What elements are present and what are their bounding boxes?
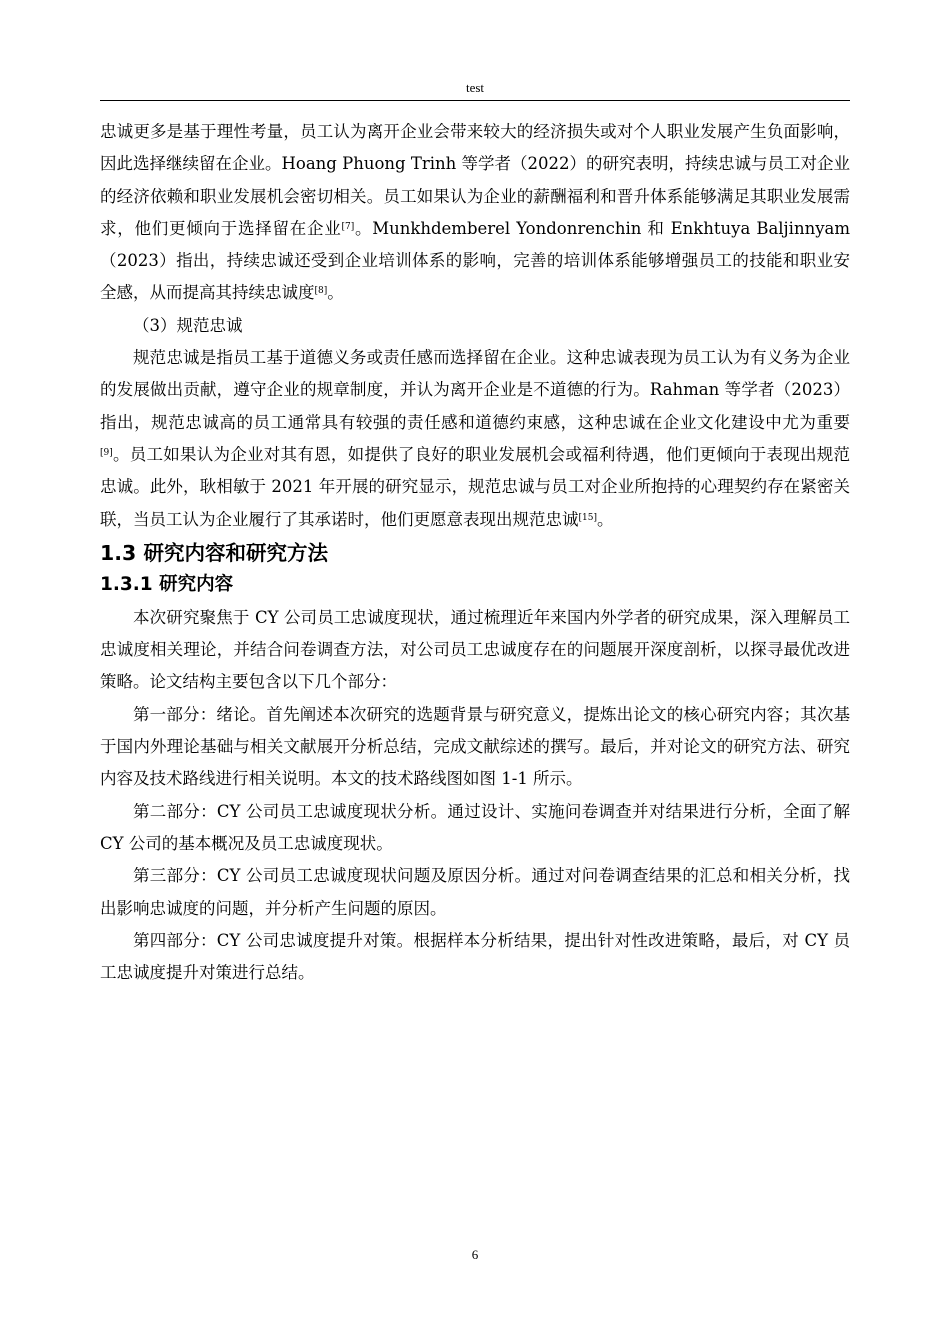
paragraph-part-four: 第四部分：CY 公司忠诚度提升对策。根据样本分析结果，提出针对性改进策略，最后，对 CY 员工忠诚度提升对策进行总结。 <box>100 930 850 983</box>
paragraph-text: 。 <box>327 283 344 303</box>
paragraph-text: 。Munkhdemberel Yondonrenchin 和 Enkhtuya Baljinnyam（2023）指出，持续忠诚还受到企业培训体系的影响，完善的培训体系能够增强员工的技能和职业安全感，从而提高其持续忠诚度 <box>100 218 851 303</box>
paragraph-part-two: 第二部分：CY 公司员工忠诚度现状分析。通过设计、实施问卷调查并对结果进行分析，全面了解 CY 公司的基本概况及员工忠诚度现状。 <box>100 801 850 853</box>
paragraph-research-content: 本次研究聚焦于 CY 公司员工忠诚度现状，通过梳理近年来国内外学者的研究成果，深入理解员工忠诚度相关理论，并结合问卷调查方法，对公司员工忠诚度存在的问题展开深度剖析，以探寻最优改进策略。论文结构主要包含以下几个部分： <box>100 607 850 692</box>
citation-ref: [15] <box>578 512 597 523</box>
paragraph-part-one: 第一部分：绪论。首先阐述本次研究的选题背景与研究意义，提炼出论文的核心研究内容；其次基于国内外理论基础与相关文献展开分析总结，完成文献综述的撰写。最后，并对论文的研究方法、研究内容及技术路线进行相关说明。本文的技术路线图如图 1-1 所示。 <box>100 704 850 789</box>
paragraph-text: 规范忠诚是指员工基于道德义务或责任感而选择留在企业。这种忠诚表现为员工认为有义务为企业的发展做出贡献，遵守企业的规章制度，并认为离开企业是不道德的行为。Rahman 等学者（2023）指出，规范忠诚高的员工通常具有较强的责任感和道德约束感，这种忠诚在企业文化建设中尤为重要 <box>100 348 850 432</box>
subsection-heading: 1.3.1 研究内容 <box>100 573 234 595</box>
paragraph-text: 。员工如果认为企业对其有恩，如提供了良好的职业发展机会或福利待遇，他们更倾向于表现出规范忠诚。此外，耿相敏于 2021 年开展的研究显示，规范忠诚与员工对企业所抱持的心理契约存在紧密关联，当员工认为企业履行了其承诺时，他们更愿意表现出规范忠诚 <box>100 444 850 529</box>
paragraph-text: 忠诚更多是基于理性考量，员工认为离开企业会带来较大的经济损失或对个人职业发展产生负面影响，因此选择继续留在企业。Hoang Phuong Trinh 等学者（2022）的研究表明，持续忠诚与员工对企业的经济依赖和职业发展机会密切相关。员工如果认为企业的薪酬福利和晋升体系能够满足其职业发展需求，他们更倾向于选择留在企业 <box>100 122 850 238</box>
page-body <box>100 116 850 989</box>
page-number: 6 <box>471 1247 479 1262</box>
paragraph-text: 。 <box>596 509 614 529</box>
paragraph-continuous-loyalty <box>100 116 850 310</box>
page-header: test <box>465 80 485 95</box>
sub-heading-normative: （3）规范忠诚 <box>133 315 243 335</box>
paragraph-normative-loyalty <box>100 342 850 536</box>
citation-ref: [8] <box>314 286 328 297</box>
header-divider <box>100 100 850 101</box>
citation-ref: [9] <box>100 447 113 458</box>
section-heading: 1.3 研究内容和研究方法 <box>100 540 328 565</box>
paragraph-part-three: 第三部分：CY 公司员工忠诚度现状问题及原因分析。通过对问卷调查结果的汇总和相关分析，找出影响忠诚度的问题，并分析产生问题的原因。 <box>100 866 850 918</box>
citation-ref: [7] <box>341 221 355 232</box>
